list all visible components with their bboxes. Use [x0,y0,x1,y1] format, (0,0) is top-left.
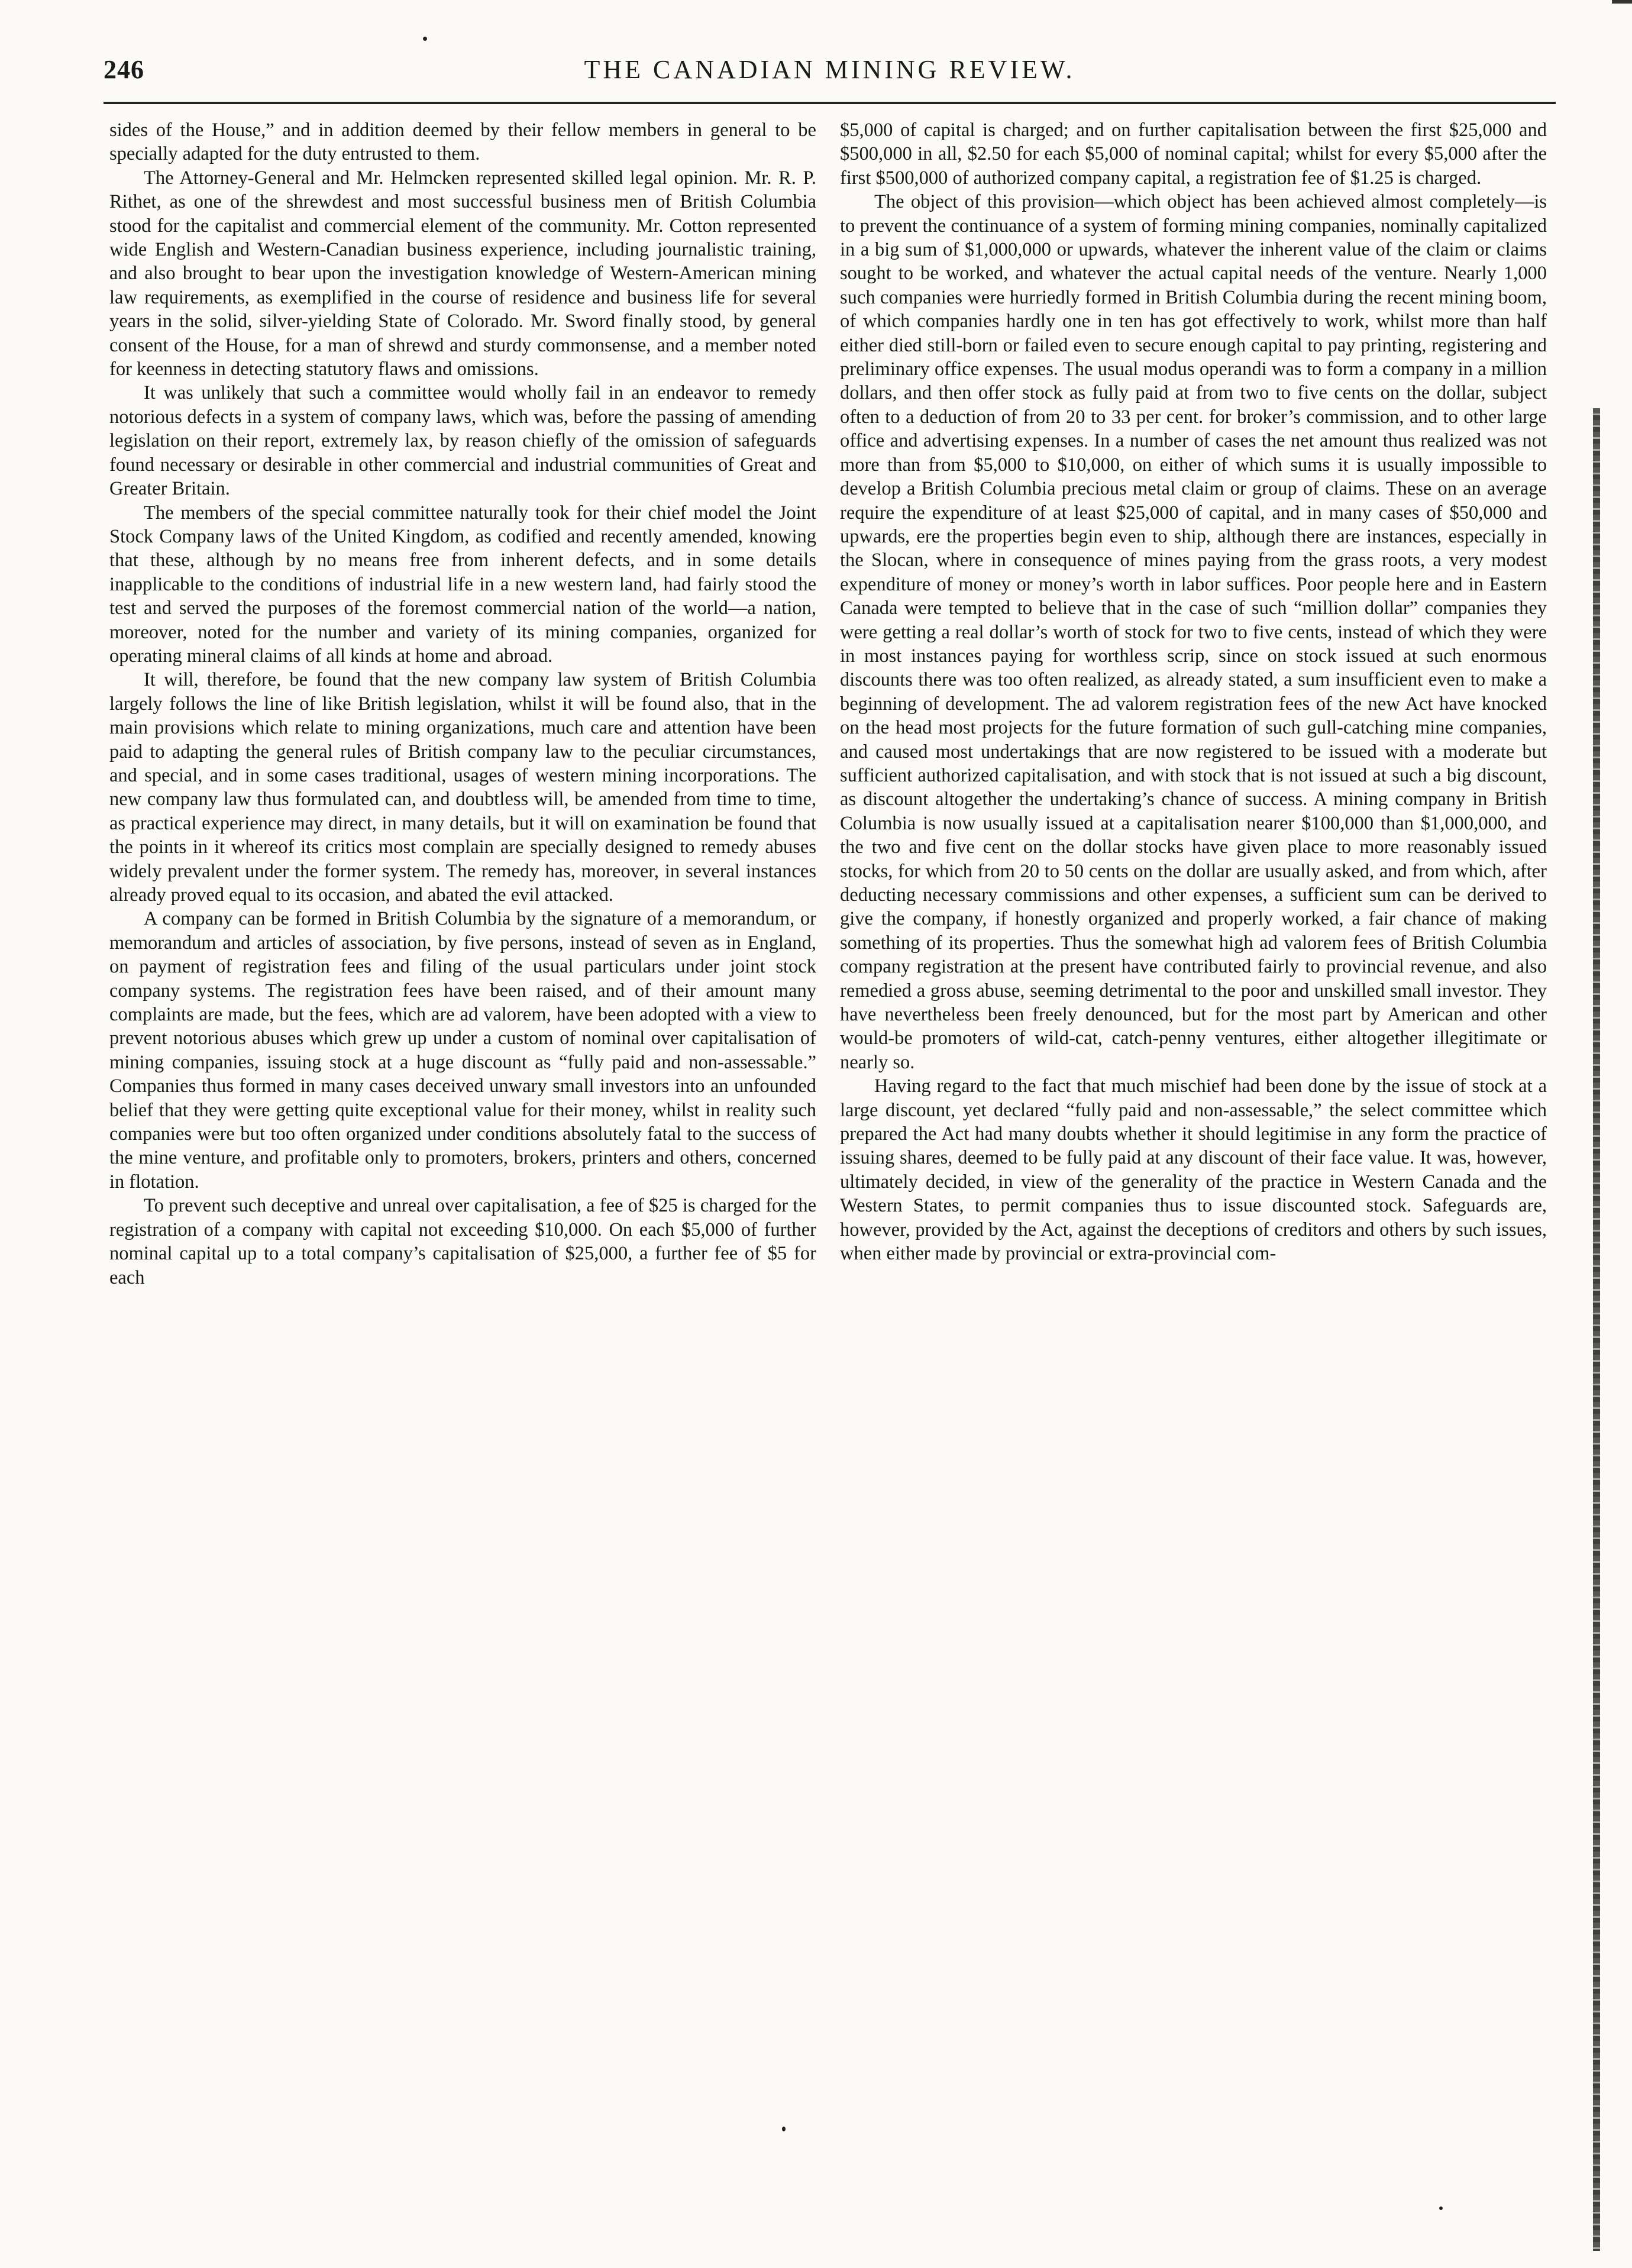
paragraph: The members of the special committee naturally took for their chief model the Joint Stock Company laws of the United Kingdom, as codified and recently amended, knowing that these, although by no means free from inherent defects, and in some details inapplicable to the conditions of industrial life in a new western land, had fairly stood the test and served the purposes of the foremost commercial nation of the world—a nation, moreover, noted for the number and variety of its mining companies, organized for operating mineral claims of all kinds at home and abroad. [109,502,816,667]
scan-edge-mark [1612,0,1632,4]
scan-speck [782,2127,786,2131]
scan-speck [1439,2206,1443,2210]
scan-binding-edge [1593,408,1600,2251]
paragraph: The object of this provision—which object has been achieved almost completely—is to prevent the continuance of a system of forming mining companies, nominally capitalized in a big sum of $1,000,000 or upwards, whatever the inherent value of the claim or claims sought to be worked, and whatever the actual capital needs of the venture. Nearly 1,000 such companies were hurriedly formed in British Columbia during the recent mining boom, of which companies hardly one in ten has got effectively to work, whilst more than half either died still-born or failed even to secure enough capital to pay printing, registering and preliminary office expenses. The usual modus operandi was to form a company in a million dollars, and then offer stock as fully paid at from two to five cents on the dollar, subject often to a deduction of from 20 to 33 per cent. for broker’s commission, and to other large office and advertising expenses. In a number of cases the net amount thus realized was not more than from $5,000 to $10,000, on either of which sums it is usually impossible to develop a British Columbia precious metal claim or group of claims. These on an average require the expenditure of at least $25,000 of capital, and in many cases of $50,000 and upwards, ere the properties begin even to ship, although there are instances, especially in the Slocan, where in consequence of mines paying from the grass roots, a very modest expenditure of money or money’s worth in labor suffices. Poor people here and in Eastern Canada were tempted to believe that in the case of such “million dollar” companies they were getting a real dollar’s worth of stock for two to five cents, instead of which they were in most instances paying for worthless scrip, since on stock issued at such enormous discounts there was too often realized, as already stated, a sum insufficient even to make a beginning of development. The ad valorem registration fees of the new Act have knocked on the head most projects for the future formation of such gull-catching mine companies, and caused most undertakings that are now registered to be issued with a moderate but sufficient authorized capitalisation, and with stock that is not issued at such a big discount, as discount altogether the undertaking’s chance of success. A mining company in British Columbia is now usually issued at a capitalisation nearer $100,000 than $1,000,000, and the two and five cent on the dollar stocks have given place to more reasonably issued stocks, for which from 20 to 50 cents on the dollar are usually asked, and from which, after deducting necessary commissions and other expenses, a sufficient sum can be derived to give the company, if honestly organized and properly worked, a fair chance of making something of its properties. Thus the somewhat high ad valorem fees of British Columbia company registration at the present have contributed fairly to provincial revenue, and also remedied a gross abuse, seeming detrimental to the poor and unskilled small investor. They have nevertheless been freely denounced, but for the most part by American and other would-be promoters of wild-cat, catch-penny ventures, either altogether illegitimate or nearly so. [840,191,1547,1073]
scan-speck [423,37,427,41]
running-title: THE CANADIAN MINING REVIEW. [584,55,1075,84]
paragraph: Having regard to the fact that much mischief had been done by the issue of stock at a large discount, yet declared “fully paid and non-assessable,” the select committee which prepared the Act had many doubts whether it should legitimise in any form the practice of issuing shares, deemed to be fully paid at any discount of their face value. It was, however, ultimately decided, in view of the generality of the practice in Western Canada and the Western States, to permit companies thus to issue discounted stock. Safeguards are, however, provided by the Act, against the deceptions of creditors and others by such issues, when either made by provincial or extra-provincial com- [840,1075,1547,1265]
page-header [104,54,1556,96]
page-number: 246 [104,55,144,84]
paragraph: sides of the House,” and in addition deemed by their fellow members in general to be specially adapted for the duty entrusted to them. [109,119,816,165]
paragraph: $5,000 of capital is charged; and on further capitalisation between the first $25,000 and $500,000 in all, $2.50 for each $5,000 of nominal capital; whilst for every $5,000 after the first $500,000 of authorized company capital, a registration fee of $1.25 is charged. [840,119,1547,189]
paragraph: The Attorney-General and Mr. Helmcken represented skilled legal opinion. Mr. R. P. Rithet, as one of the shrewdest and most successful business men of British Columbia stood for the capitalist and commercial element of the community. Mr. Cotton represented wide English and Western-Canadian business experience, including journalistic training, and also brought to bear upon the investigation knowledge of Western-American mining law requirements, as exemplified in the course of residence and business life for several years in the solid, silver-yielding State of Colorado. Mr. Sword finally stood, by general consent of the House, for a man of shrewd and sturdy commonsense, and a member noted for keenness in detecting statutory flaws and omissions. [109,167,816,380]
header-rule [104,102,1556,104]
left-column [109,118,816,1290]
paragraph: To prevent such deceptive and unreal over capitalisation, a fee of $25 is charged for the registration of a company with capital not exceeding $10,000. On each $5,000 of further nominal capital up to a total company’s capitalisation of $25,000, a further fee of $5 for each [109,1195,816,1288]
paragraph: A company can be formed in British Columbia by the signature of a memorandum, or memorandum and articles of association, by five persons, instead of seven as in England, on payment of registration fees and filing of the usual particulars under joint stock company systems. The registration fees have been raised, and of their amount many complaints are made, but the fees, which are ad valorem, have been adopted with a view to prevent notorious abuses which grew up under a custom of nominal over capitalisation of mining companies, issuing stock at a huge discount as “fully paid and non-assessable.” Companies thus formed in many cases deceived unwary small investors into an unfounded belief that they were getting quite exceptional value for their money, whilst in reality such companies were but too often organized under conditions absolutely fatal to the success of the mine venture, and profitable only to promoters, brokers, printers and others, concerned in flotation. [109,908,816,1193]
right-column [840,118,1547,1266]
paragraph: It was unlikely that such a committee would wholly fail in an endeavor to remedy notorious defects in a system of company laws, which was, before the passing of amending legislation on their report, extremely lax, by reason chiefly of the omission of safeguards found necessary or desirable in other commercial and industrial communities of Great and Greater Britain. [109,382,816,500]
paragraph: It will, therefore, be found that the new company law system of British Columbia largely follows the line of like British legislation, whilst it will be found also, that in the main provisions which relate to mining organizations, much care and attention have been paid to adapting the general rules of British company law to the peculiar circumstances, and special, and in some cases traditional, usages of western mining incorporations. The new company law thus formulated can, and doubtless will, be amended from time to time, as practical experience may direct, in many details, but it will on examination be found that the points in it whereof its critics most complain are specially designed to remedy abuses widely prevalent under the former system. The remedy has, moreover, in several instances already proved equal to its occasion, and abated the evil attacked. [109,669,816,906]
